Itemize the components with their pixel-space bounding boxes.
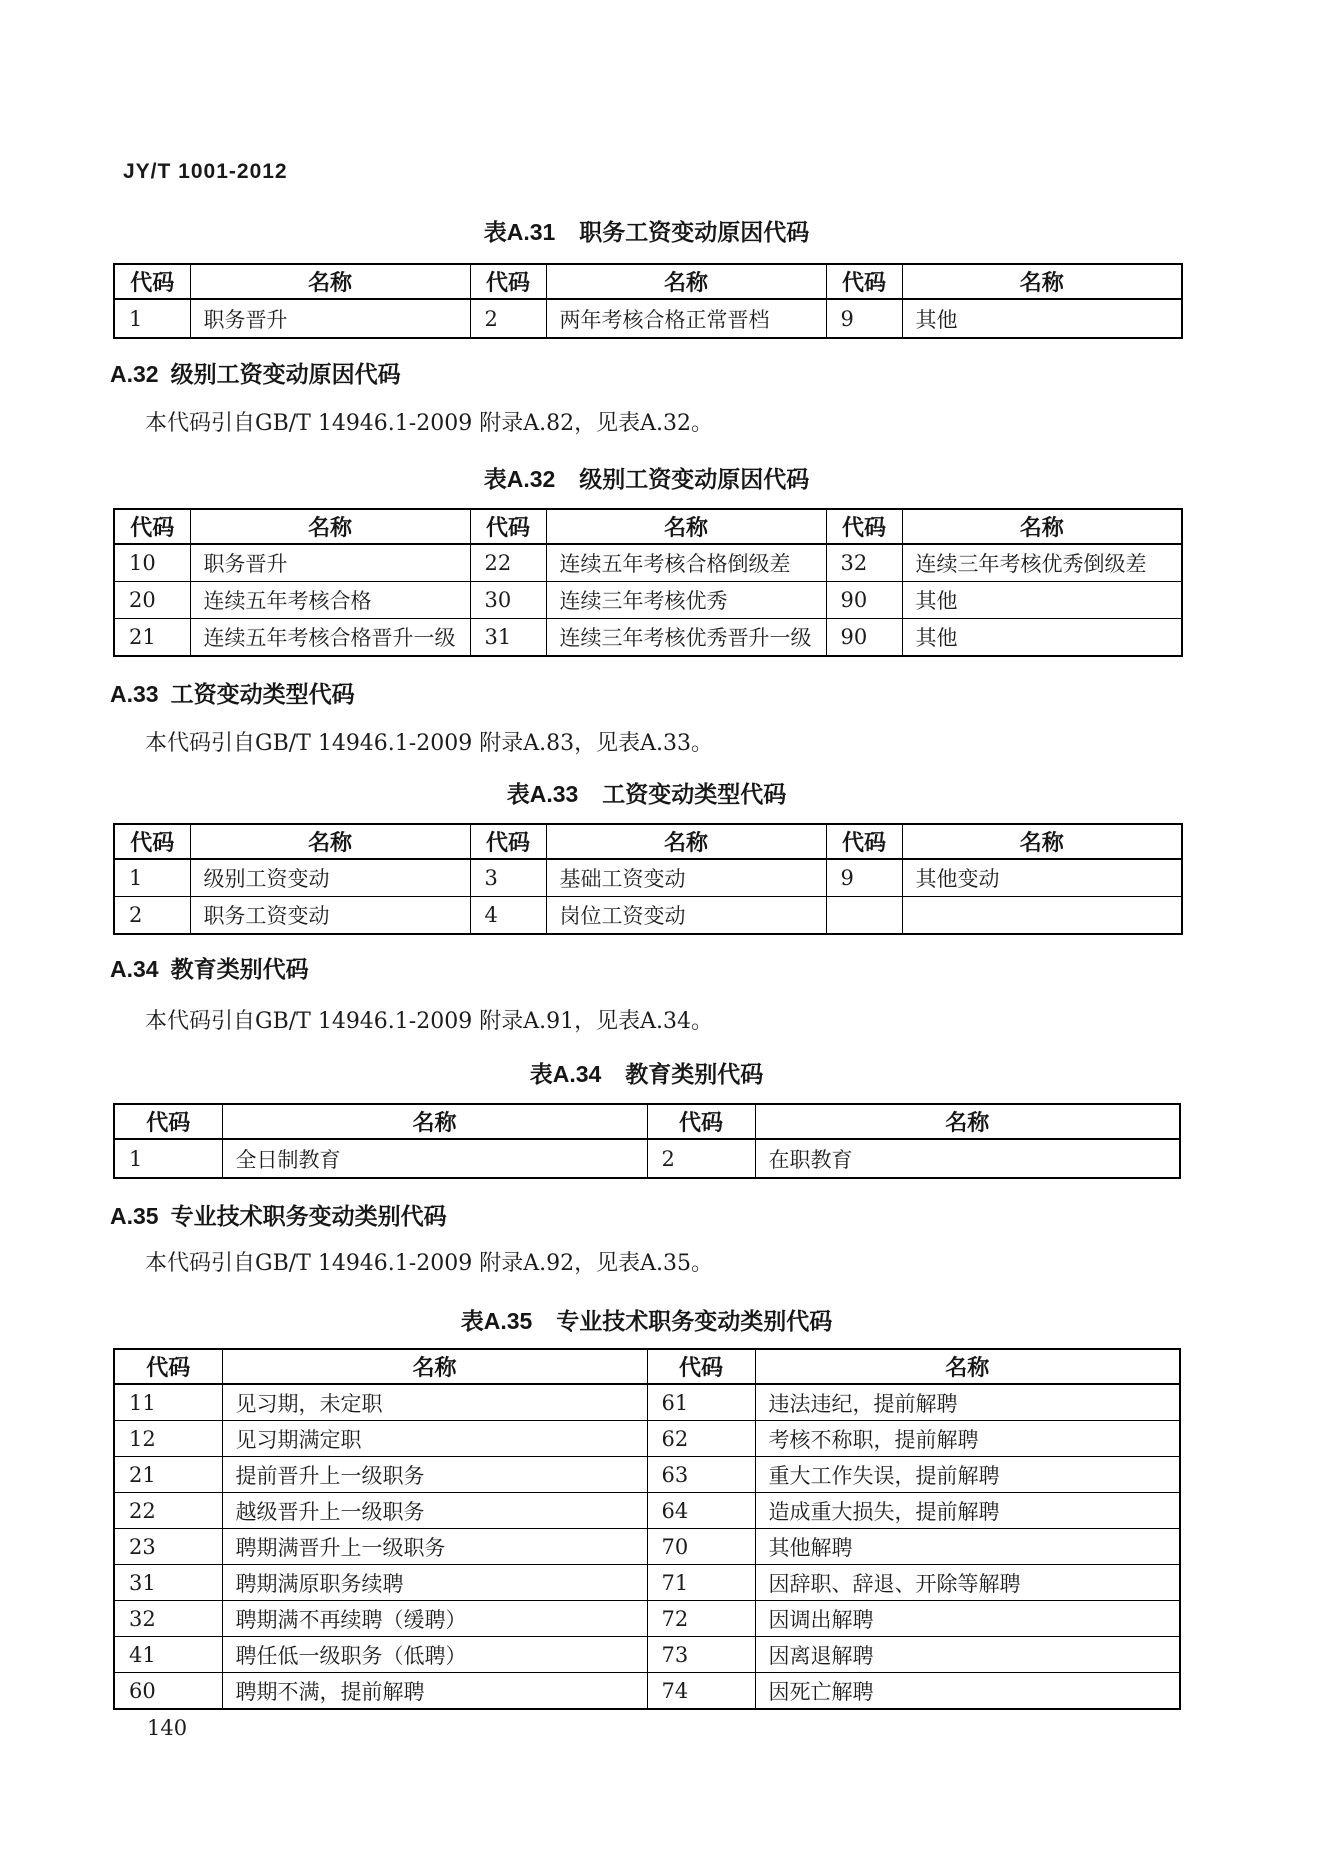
name-cell: 职务工资变动: [190, 897, 470, 935]
name-cell: 岗位工资变动: [546, 897, 826, 935]
table-caption-a31: [113, 214, 1180, 247]
name-cell: 级别工资变动: [190, 859, 470, 897]
name-cell: 其他: [902, 619, 1182, 657]
section-number: A.35: [110, 1203, 159, 1229]
code-cell: 22: [114, 1493, 222, 1529]
table-header-row: [114, 1349, 1180, 1384]
column-header-name: 名称: [902, 264, 1182, 299]
name-cell: 聘期满原职务续聘: [222, 1565, 647, 1601]
table-a33: [113, 823, 1183, 935]
name-cell: 连续三年考核优秀晋升一级: [546, 619, 826, 657]
name-cell: [902, 897, 1182, 935]
name-cell: 连续三年考核优秀倒级差: [902, 544, 1182, 582]
code-cell: [826, 897, 902, 935]
section-number: A.34: [110, 956, 159, 982]
code-cell: 73: [647, 1637, 755, 1673]
table-row: [114, 1565, 1180, 1601]
name-cell: 连续五年考核合格: [190, 582, 470, 619]
table-row: [114, 1637, 1180, 1673]
name-cell: 聘期不满，提前解聘: [222, 1673, 647, 1710]
name-cell: 其他变动: [902, 859, 1182, 897]
column-header-name: 名称: [546, 509, 826, 544]
caption-title: 职务工资变动原因代码: [579, 219, 810, 245]
column-header-code: 代码: [114, 264, 190, 299]
table-row: [114, 1601, 1180, 1637]
code-cell: 12: [114, 1421, 222, 1457]
standard-number: JY/T 1001-2012: [123, 160, 288, 183]
column-header-name: 名称: [222, 1349, 647, 1384]
table-a34: [113, 1103, 1181, 1179]
column-header-name: 名称: [190, 509, 470, 544]
caption-label: 表A.34: [529, 1061, 602, 1087]
section-title: 专业技术职务变动类别代码: [170, 1203, 447, 1229]
table-row: [114, 1493, 1180, 1529]
code-cell: 41: [114, 1637, 222, 1673]
code-cell: 72: [647, 1601, 755, 1637]
name-cell: 越级晋升上一级职务: [222, 1493, 647, 1529]
table-row: [114, 544, 1182, 582]
code-cell: 74: [647, 1673, 755, 1710]
table-row: [114, 1384, 1180, 1421]
code-cell: 1: [114, 859, 190, 897]
column-header-code: 代码: [647, 1349, 755, 1384]
column-header-code: 代码: [826, 264, 902, 299]
column-header-name: 名称: [902, 824, 1182, 859]
section-heading-a34: [110, 951, 309, 984]
name-cell: 因调出解聘: [755, 1601, 1180, 1637]
table-a32: [113, 508, 1183, 657]
name-cell: 聘期满不再续聘（缓聘）: [222, 1601, 647, 1637]
name-cell: 职务晋升: [190, 299, 470, 338]
column-header-code: 代码: [114, 509, 190, 544]
column-header-code: 代码: [826, 509, 902, 544]
name-cell: 基础工资变动: [546, 859, 826, 897]
table-a31: [113, 263, 1183, 339]
page-number: 140: [147, 1716, 188, 1740]
code-cell: 2: [647, 1139, 755, 1178]
column-header-code: 代码: [114, 824, 190, 859]
code-cell: 1: [114, 1139, 222, 1178]
code-cell: 11: [114, 1384, 222, 1421]
table-caption-a35: [113, 1303, 1180, 1336]
name-cell: 其他: [902, 299, 1182, 338]
table-row: [114, 299, 1182, 338]
name-cell: 全日制教育: [222, 1139, 647, 1178]
section-title: 级别工资变动原因代码: [170, 361, 401, 387]
name-cell: 两年考核合格正常晋档: [546, 299, 826, 338]
table-row: [114, 859, 1182, 897]
caption-title: 级别工资变动原因代码: [579, 466, 810, 492]
code-cell: 64: [647, 1493, 755, 1529]
code-cell: 2: [114, 897, 190, 935]
table-header-row: [114, 824, 1182, 859]
code-cell: 20: [114, 582, 190, 619]
name-cell: 见习期，未定职: [222, 1384, 647, 1421]
name-cell: 因辞职、辞退、开除等解聘: [755, 1565, 1180, 1601]
name-cell: 违法违纪，提前解聘: [755, 1384, 1180, 1421]
name-cell: 考核不称职，提前解聘: [755, 1421, 1180, 1457]
code-cell: 1: [114, 299, 190, 338]
name-cell: 造成重大损失，提前解聘: [755, 1493, 1180, 1529]
name-cell: 见习期满定职: [222, 1421, 647, 1457]
code-cell: 90: [826, 619, 902, 657]
caption-label: 表A.33: [506, 781, 579, 807]
code-cell: 9: [826, 859, 902, 897]
column-header-code: 代码: [470, 824, 546, 859]
name-cell: 其他: [902, 582, 1182, 619]
table-caption-a34: [113, 1056, 1180, 1089]
section-title: 教育类别代码: [170, 956, 309, 982]
code-cell: 3: [470, 859, 546, 897]
code-cell: 4: [470, 897, 546, 935]
section-heading-a35: [110, 1198, 447, 1231]
name-cell: 连续五年考核合格晋升一级: [190, 619, 470, 657]
column-header-name: 名称: [755, 1104, 1180, 1139]
column-header-name: 名称: [546, 264, 826, 299]
section-number: A.32: [110, 361, 159, 387]
table-header-row: [114, 1104, 1180, 1139]
section-intro-a35: 本代码引自GB/T 14946.1-2009 附录A.92，见表A.35。: [145, 1251, 713, 1276]
table-caption-a32: [113, 461, 1180, 494]
code-cell: 30: [470, 582, 546, 619]
column-header-name: 名称: [546, 824, 826, 859]
column-header-code: 代码: [114, 1104, 222, 1139]
caption-title: 工资变动类型代码: [602, 781, 787, 807]
code-cell: 9: [826, 299, 902, 338]
name-cell: 重大工作失误，提前解聘: [755, 1457, 1180, 1493]
section-number: A.33: [110, 681, 159, 707]
section-title: 工资变动类型代码: [170, 681, 355, 707]
name-cell: 连续五年考核合格倒级差: [546, 544, 826, 582]
code-cell: 10: [114, 544, 190, 582]
table-row: [114, 1673, 1180, 1710]
code-cell: 60: [114, 1673, 222, 1710]
code-cell: 31: [470, 619, 546, 657]
caption-title: 教育类别代码: [625, 1061, 764, 1087]
name-cell: 连续三年考核优秀: [546, 582, 826, 619]
name-cell: 因离退解聘: [755, 1637, 1180, 1673]
code-cell: 61: [647, 1384, 755, 1421]
column-header-name: 名称: [190, 824, 470, 859]
name-cell: 提前晋升上一级职务: [222, 1457, 647, 1493]
section-intro-a32: 本代码引自GB/T 14946.1-2009 附录A.82，见表A.32。: [145, 411, 713, 436]
section-heading-a32: [110, 356, 401, 389]
code-cell: 32: [826, 544, 902, 582]
caption-label: 表A.35: [460, 1308, 533, 1334]
name-cell: 在职教育: [755, 1139, 1180, 1178]
table-row: [114, 582, 1182, 619]
table-header-row: [114, 509, 1182, 544]
code-cell: 63: [647, 1457, 755, 1493]
caption-label: 表A.32: [483, 466, 556, 492]
column-header-code: 代码: [470, 264, 546, 299]
column-header-code: 代码: [826, 824, 902, 859]
table-row: [114, 897, 1182, 935]
table-header-row: [114, 264, 1182, 299]
column-header-code: 代码: [647, 1104, 755, 1139]
column-header-name: 名称: [190, 264, 470, 299]
column-header-code: 代码: [470, 509, 546, 544]
code-cell: 21: [114, 1457, 222, 1493]
caption-label: 表A.31: [483, 219, 556, 245]
table-row: [114, 1139, 1180, 1178]
section-heading-a33: [110, 676, 355, 709]
table-row: [114, 619, 1182, 657]
table-row: [114, 1421, 1180, 1457]
table-a35: [113, 1348, 1181, 1710]
column-header-name: 名称: [755, 1349, 1180, 1384]
code-cell: 21: [114, 619, 190, 657]
name-cell: 其他解聘: [755, 1529, 1180, 1565]
column-header-name: 名称: [902, 509, 1182, 544]
name-cell: 聘任低一级职务（低聘）: [222, 1637, 647, 1673]
code-cell: 70: [647, 1529, 755, 1565]
code-cell: 23: [114, 1529, 222, 1565]
caption-title: 专业技术职务变动类别代码: [556, 1308, 833, 1334]
code-cell: 31: [114, 1565, 222, 1601]
column-header-code: 代码: [114, 1349, 222, 1384]
code-cell: 62: [647, 1421, 755, 1457]
name-cell: 职务晋升: [190, 544, 470, 582]
column-header-name: 名称: [222, 1104, 647, 1139]
code-cell: 32: [114, 1601, 222, 1637]
code-cell: 22: [470, 544, 546, 582]
name-cell: 聘期满晋升上一级职务: [222, 1529, 647, 1565]
table-row: [114, 1457, 1180, 1493]
table-caption-a33: [113, 776, 1180, 809]
name-cell: 因死亡解聘: [755, 1673, 1180, 1710]
section-intro-a34: 本代码引自GB/T 14946.1-2009 附录A.91，见表A.34。: [145, 1009, 713, 1034]
table-row: [114, 1529, 1180, 1565]
code-cell: 71: [647, 1565, 755, 1601]
code-cell: 90: [826, 582, 902, 619]
section-intro-a33: 本代码引自GB/T 14946.1-2009 附录A.83，见表A.33。: [145, 731, 713, 756]
code-cell: 2: [470, 299, 546, 338]
